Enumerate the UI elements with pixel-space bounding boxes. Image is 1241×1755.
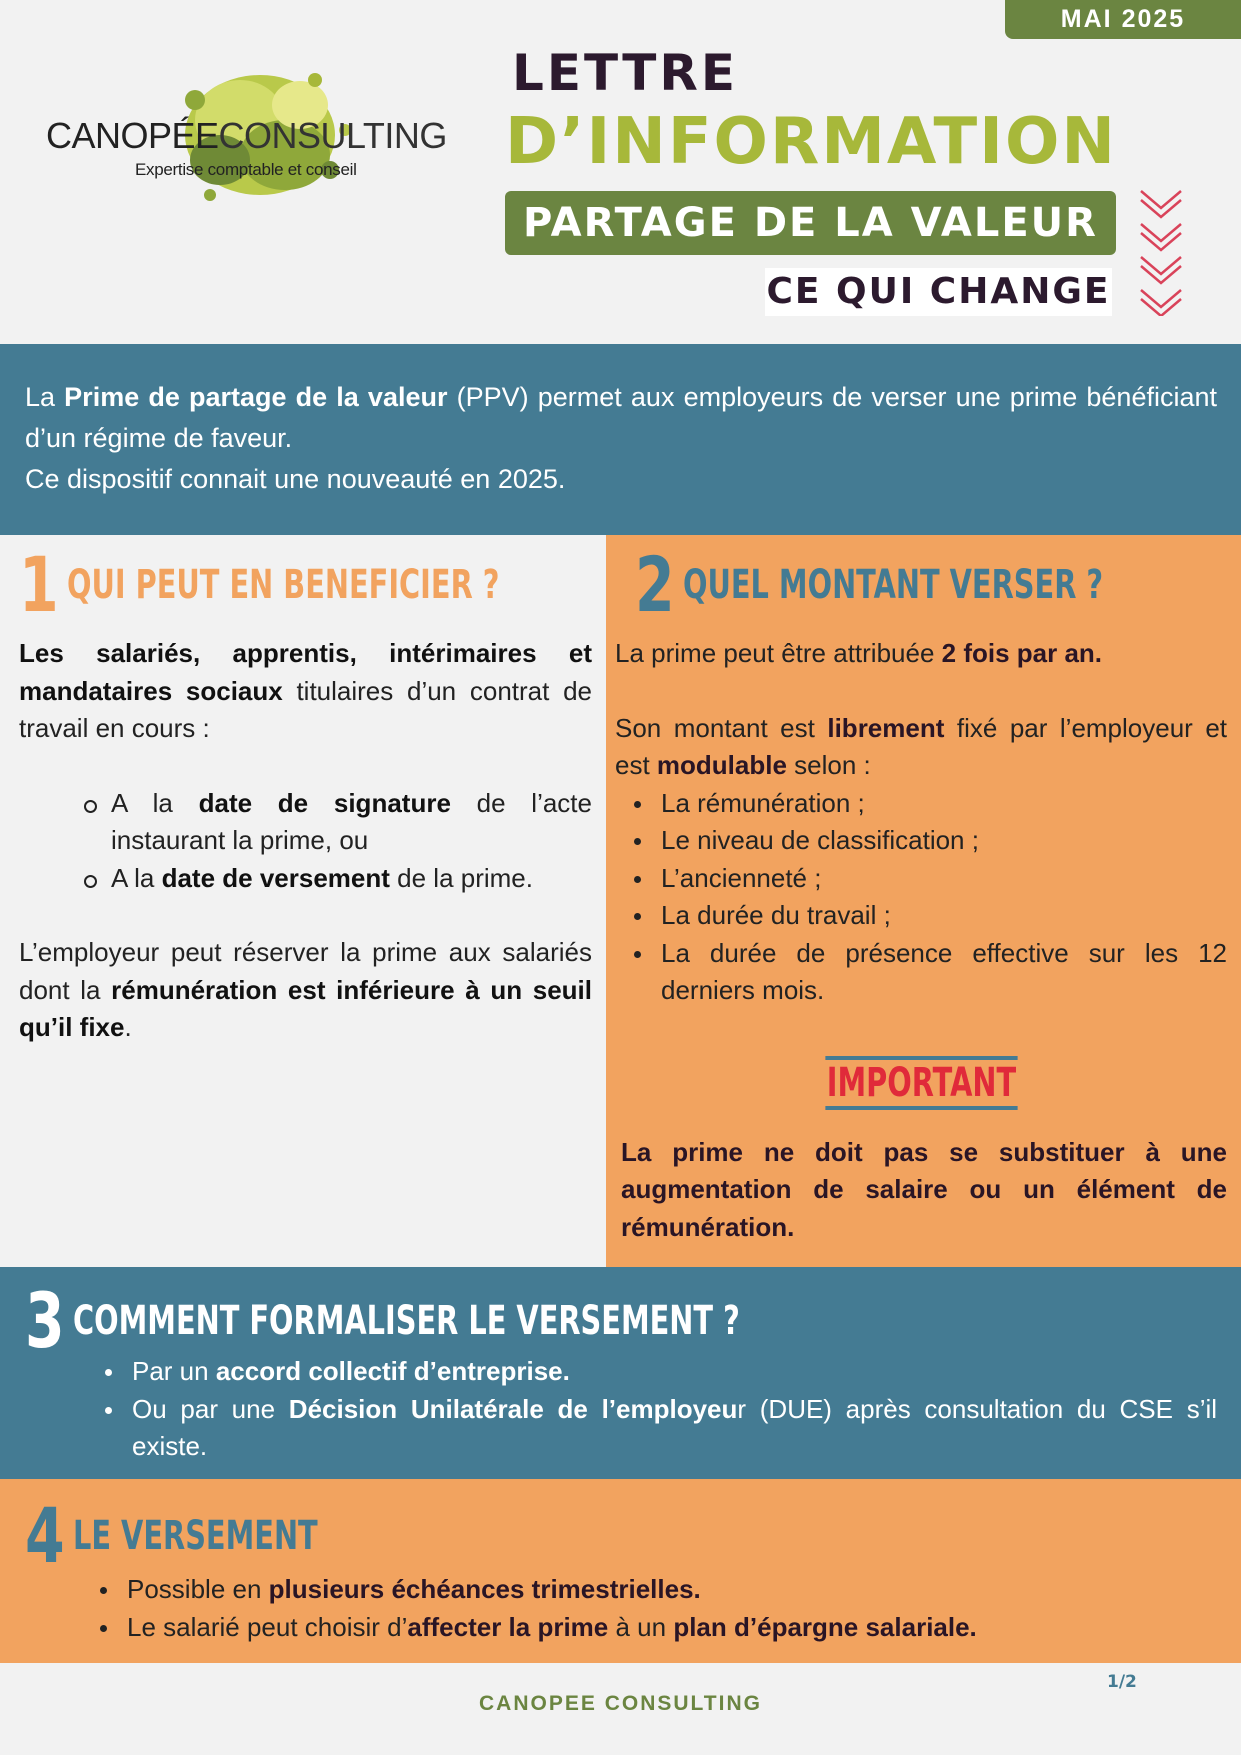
footer-company-name: CANOPEE CONSULTING [479, 1692, 762, 1715]
company-logo [40, 60, 460, 210]
important-text: La prime ne doit pas se substituer à une augmentation de salaire ou un élément de rémunération. [621, 1136, 1227, 1242]
date-badge: MAI 2025 [1005, 0, 1241, 39]
title-information: D’INFORMATION [505, 105, 1117, 179]
list-item: A la date de versement de la prime. [111, 860, 592, 898]
title-lettre: LETTRE [512, 44, 739, 102]
section-3 [0, 1267, 1241, 1479]
section-title: QUEL MONTANT VERSER ? [683, 562, 1104, 608]
section-2 [606, 535, 1241, 1267]
page-number: 1/2 [1107, 1672, 1137, 1692]
intro-paragraph-2: Ce dispositif connait une nouveauté en 2025. [25, 464, 566, 494]
title-banner: PARTAGE DE LA VALEUR [505, 191, 1116, 255]
section-2-para-1: La prime peut être attribuée 2 fois par an. [615, 638, 1103, 668]
important-label: IMPORTANT [615, 1056, 1227, 1110]
section-1 [0, 535, 606, 1267]
logo-name: CANOPÉECONSULTING [46, 115, 447, 156]
section-4-list [25, 1571, 1217, 1646]
section-title: COMMENT FORMALISER LE VERSEMENT ? [73, 1298, 740, 1344]
list-item: La durée du travail ; [661, 897, 1227, 935]
list-item: La durée de présence effective sur les 12 derniers mois. [661, 935, 1227, 1010]
list-item: Ou par une Décision Unilatérale de l’employeur (DUE) après consultation du CSE s’il existe. [132, 1391, 1217, 1466]
section-title: QUI PEUT EN BENEFICIER ? [67, 562, 500, 608]
section-number: 2 [635, 540, 675, 629]
section-number: 3 [25, 1276, 65, 1365]
section-1-para-1: Les salariés, apprentis, intérimaires et mandataires sociaux titulaires d’un contrat de travail en cours : [19, 638, 592, 743]
section-1-header [19, 535, 592, 635]
section-1-list [19, 785, 592, 898]
section-number: 4 [25, 1491, 65, 1580]
list-item: La rémunération ; [661, 785, 1227, 823]
list-item: Par un accord collectif d’entreprise. [132, 1353, 1217, 1391]
section-1-para-2: L’employeur peut réserver la prime aux salariés dont la rémunération est inférieure à un seuil qu’il fixe. [19, 937, 592, 1042]
list-item: Le salarié peut choisir d’affecter la prime à un plan d’épargne salariale. [127, 1609, 1217, 1647]
list-item: L’ancienneté ; [661, 860, 1227, 898]
section-2-list [615, 785, 1227, 1010]
chevron-down-icon [1138, 188, 1184, 316]
list-item: A la date de signature de l’acte instaurant la prime, ou [111, 785, 592, 860]
section-2-header [615, 535, 1227, 635]
list-item: Le niveau de classification ; [661, 822, 1227, 860]
section-title: LE VERSEMENT [73, 1513, 318, 1559]
intro-paragraph: La Prime de partage de la valeur (PPV) permet aux employeurs de verser une prime bénéficiant d’un régime de faveur. [25, 382, 1217, 453]
intro-banner [0, 344, 1241, 535]
subtitle: CE QUI CHANGE [765, 268, 1112, 316]
section-number: 1 [19, 540, 59, 629]
list-item: Possible en plusieurs échéances trimestrielles. [127, 1571, 1217, 1609]
section-4 [0, 1479, 1241, 1663]
section-2-para-2: Son montant est librement fixé par l’employeur et est modulable selon : [615, 712, 1228, 780]
section-3-list [25, 1353, 1217, 1466]
logo-subtitle: Expertise comptable et conseil [135, 160, 357, 179]
